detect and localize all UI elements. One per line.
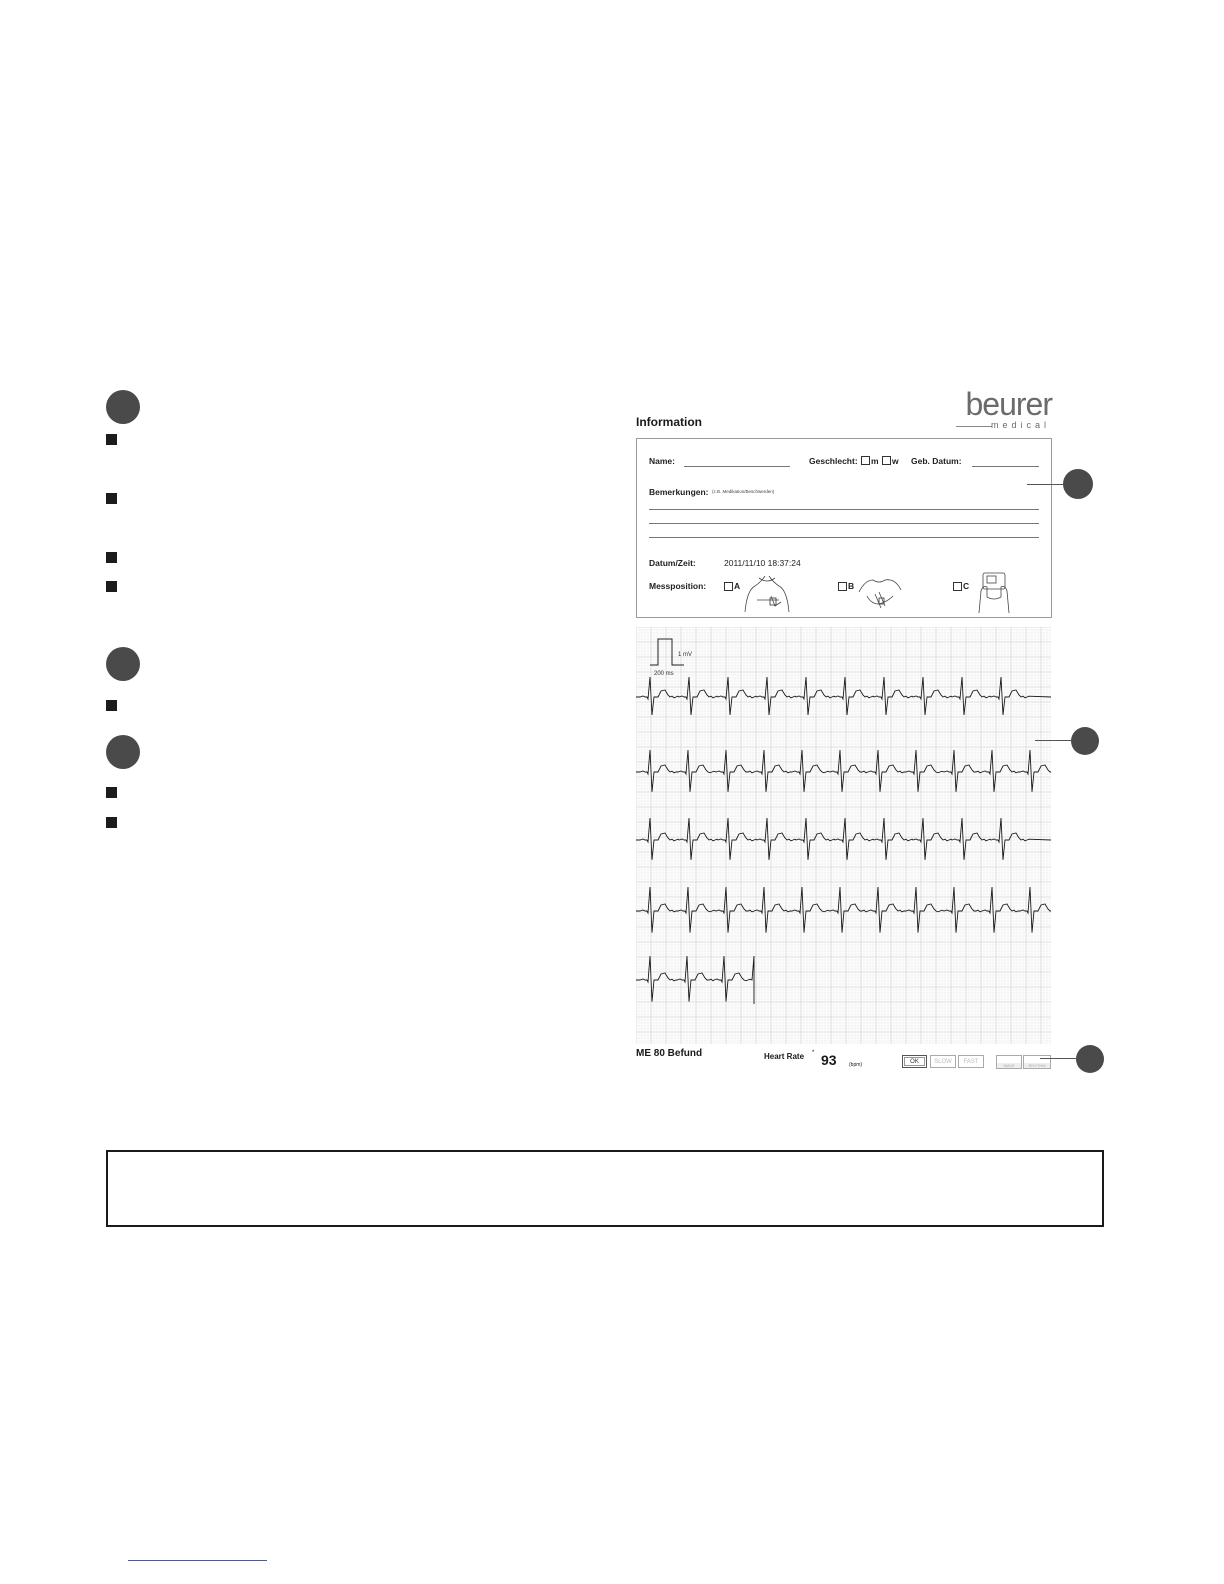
position-c-illustration-icon <box>975 571 1015 613</box>
notice-box <box>106 1150 1104 1227</box>
gender-label: Geschlecht: <box>809 456 858 466</box>
square-bullet-icon <box>106 787 117 798</box>
position-b-illustration-icon <box>857 572 903 612</box>
gender-m-label: m <box>871 456 879 466</box>
remarks-line-2[interactable] <box>649 523 1039 524</box>
remarks-hint: (z.B. Medikation/Beschwerden) <box>712 489 775 494</box>
numbered-marker-icon <box>1071 727 1099 755</box>
position-a-label: A <box>734 581 741 591</box>
name-label: Name: <box>649 456 675 466</box>
gender-w-checkbox[interactable] <box>882 456 891 465</box>
heart-rate-star: * <box>812 1050 815 1056</box>
position-b-checkbox[interactable] <box>838 582 847 591</box>
callout-leader-line <box>1040 1058 1076 1059</box>
report-footer-title: ME 80 Befund <box>636 1048 703 1059</box>
position-c-checkbox[interactable] <box>953 582 962 591</box>
patient-info-form <box>636 438 1052 618</box>
status-slow-button[interactable]: SLOW <box>930 1055 956 1068</box>
logo-sub: medical <box>990 420 1050 430</box>
status-rhythm-label: RHYTHM <box>1024 1063 1050 1068</box>
square-bullet-icon <box>106 581 117 592</box>
datetime-value: 2011/11/10 18:37:24 <box>724 558 801 568</box>
numbered-marker-icon <box>106 390 140 424</box>
position-c-label: C <box>963 581 970 591</box>
report-title: Information <box>636 415 702 429</box>
gender-w-label: w <box>892 456 899 466</box>
position-label: Messposition: <box>649 581 707 591</box>
datetime-label: Datum/Zeit: <box>649 558 696 568</box>
status-wave-label: WAVE <box>997 1063 1021 1068</box>
square-bullet-icon <box>106 700 117 711</box>
position-b-label: B <box>848 581 855 591</box>
birthdate-label: Geb. Datum: <box>911 456 962 466</box>
gender-m-checkbox[interactable] <box>861 456 870 465</box>
position-a-illustration-icon <box>741 572 793 612</box>
square-bullet-icon <box>106 434 117 445</box>
status-fast-button[interactable]: FAST <box>958 1055 984 1068</box>
numbered-marker-icon <box>106 735 140 769</box>
calibration-duration: 200 ms <box>654 671 674 677</box>
name-field[interactable] <box>684 466 790 467</box>
position-a-checkbox[interactable] <box>724 582 733 591</box>
ecg-chart <box>636 627 1051 1044</box>
remarks-line-3[interactable] <box>649 537 1039 538</box>
status-ok-button[interactable]: OK <box>902 1055 927 1068</box>
heart-rate-value: 93 <box>821 1052 837 1068</box>
ecg-trace-line <box>636 818 1051 860</box>
heart-rate-unit: (bpm) <box>849 1062 863 1068</box>
beurer-logo-icon <box>948 388 1052 432</box>
numbered-marker-icon <box>1076 1045 1104 1073</box>
square-bullet-icon <box>106 493 117 504</box>
calibration-amplitude: 1 mV <box>678 652 693 658</box>
logo-rule <box>956 426 992 427</box>
heart-rate-label: Heart Rate <box>764 1052 805 1061</box>
ecg-trace-line <box>636 956 754 1004</box>
remarks-label: Bemerkungen: <box>649 487 709 497</box>
footer-link[interactable] <box>128 1560 267 1561</box>
square-bullet-icon <box>106 552 117 563</box>
square-bullet-icon <box>106 817 117 828</box>
remarks-line-1[interactable] <box>649 509 1039 510</box>
status-wave-indicator <box>996 1055 1022 1069</box>
numbered-marker-icon <box>1063 469 1093 499</box>
birthdate-field[interactable] <box>972 466 1039 467</box>
logo-brand: beurer <box>965 386 1052 422</box>
ecg-graph <box>636 627 1051 1044</box>
callout-leader-line <box>1035 740 1071 741</box>
callout-leader-line <box>1027 484 1063 485</box>
numbered-marker-icon <box>106 647 140 681</box>
